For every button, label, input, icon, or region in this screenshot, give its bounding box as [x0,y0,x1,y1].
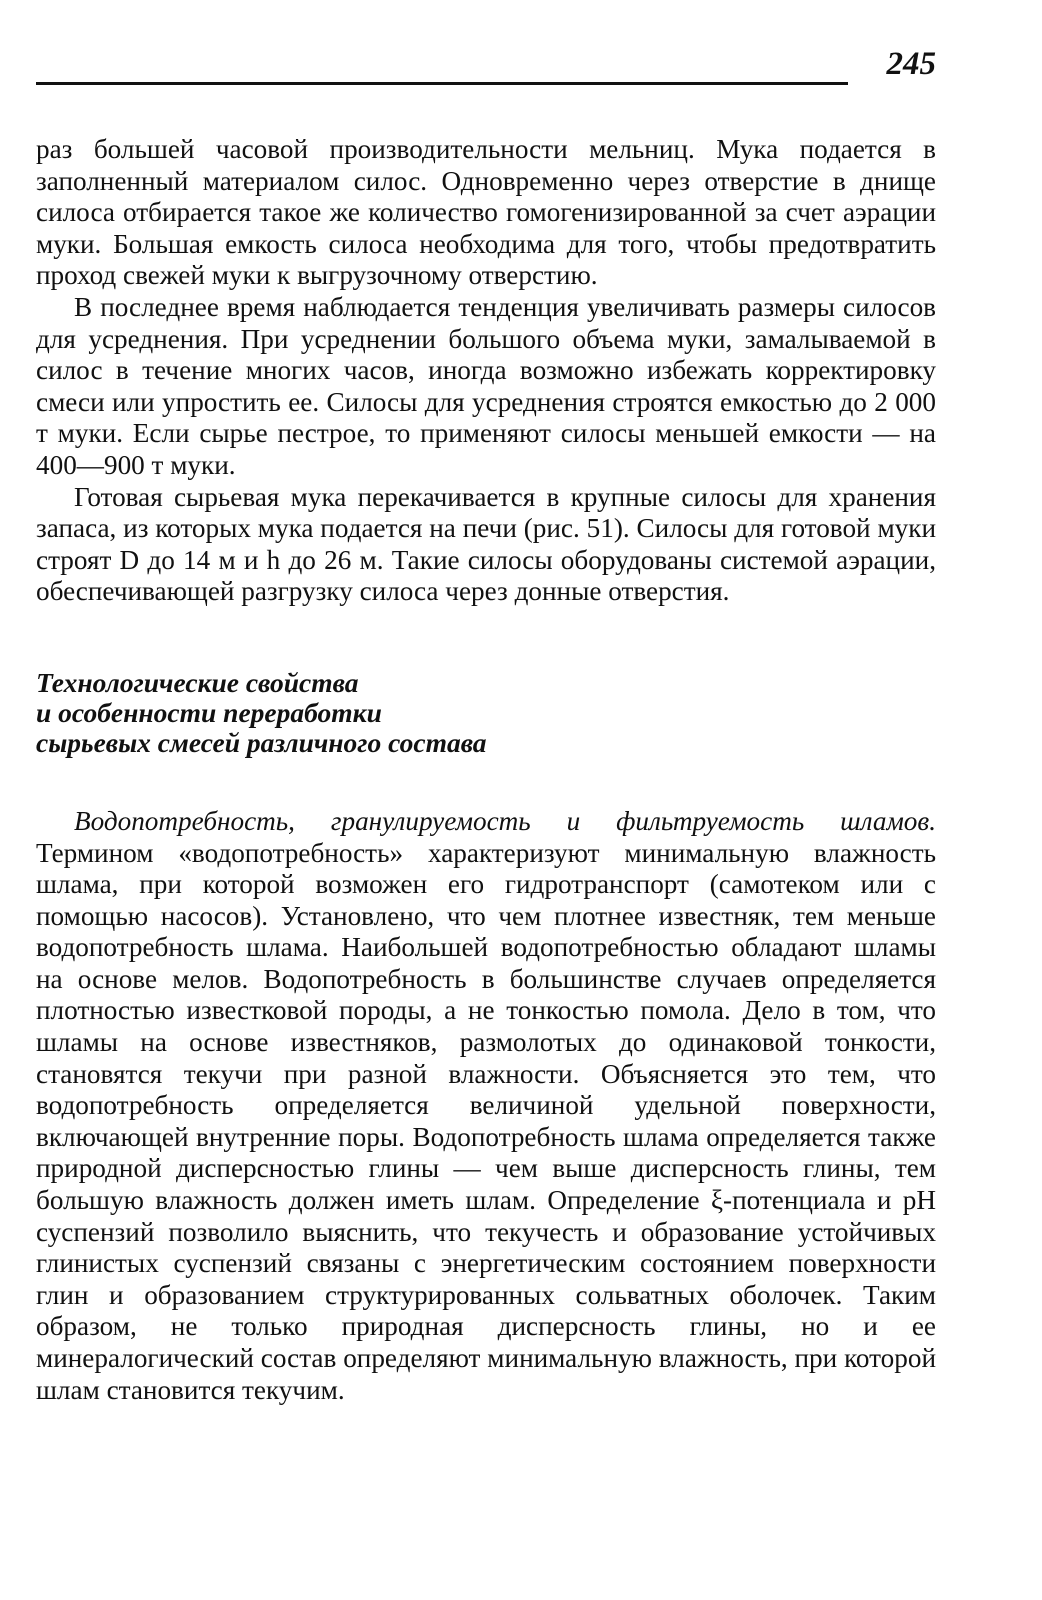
section-heading-line-2: и особенности переработки [36,696,382,728]
paragraph-water-demand [36,806,936,1406]
page-number: 245 [886,46,936,82]
paragraph-storage-silos: Готовая сырьевая мука перекачивается в крупные силосы для хранения запаса, из которых мука подается на печи (рис. 51). Силосы для готовой муки строят D до 14 м и h до 26 м. Такие силосы оборудованы системой аэрации, обеспечивающей разгрузку силоса через донные отверстия. [36,481,936,607]
page-body [36,134,936,1406]
header-rule [36,82,848,85]
book-page [36,44,936,1406]
subsection-text: Термином «водопотребность» характеризуют минимальную влажность шлама, при которой возможен его гидротранспорт (самотеком или с помощью насосов). Установлено, что чем плотнее известняк, тем меньше водопотребность шлама. Наибольшей водопотребностью обладают шламы на основе мелов. Водопотребность в большинстве случаев определяется плотностью известковой породы, а не тонкостью помола. Дело в том, что шламы на основе известняков, размолотых до одинаковой тонкости, становятся текучи при разной влажности. Объясняется это тем, что водопотребность определяется величиной удельной поверхности, включающей внутренние поры. Водопотребность шлама определяется также природной дисперсностью глины — чем выше дисперсность глины, тем большую влажность должен иметь шлам. Определение ξ-потенциала и pH суспензий позволило выяснить, что текучесть и образование устойчивых глинистых суспензий связаны с энергетическим состоянием поверхности глин и образованием структурированных сольватных оболочек. Таким образом, не только природная дисперсность глины, но и ее минералогический состав определяют минимальную влажность, при которой шлам становится текучим. [36,837,936,1405]
page-header [36,44,936,94]
section-heading-line-3: сырьевых смесей различного состава [36,726,487,758]
paragraph-continuation: раз большей часовой производительности мельниц. Мука подается в заполненный материалом силос. Одновременно через отверстие в днище силоса отбирается такое же количество гомогенизированной за счет аэрации муки. Большая емкость силоса необходима для того, чтобы предотвратить проход свежей муки к выгрузочному отверстию. [36,134,936,291]
paragraph-silo-size: В последнее время наблюдается тенденция увеличивать размеры силосов для усреднения. При усреднении большого объема муки, замалываемой в силос в течение многих часов, иногда возможно избежать корректировку смеси или упростить ее. Силосы для усреднения строятся емкостью до 2 000 т муки. Если сырье пестрое, то применяют силосы меньшей емкости — на 400—900 т муки. [36,291,936,480]
section-heading [36,668,936,758]
section-heading-line-1: Технологические свойства [36,666,359,698]
subsection-run-in-title: Водопотребность, гранулируемость и фильтруемость шламов. [74,805,936,836]
